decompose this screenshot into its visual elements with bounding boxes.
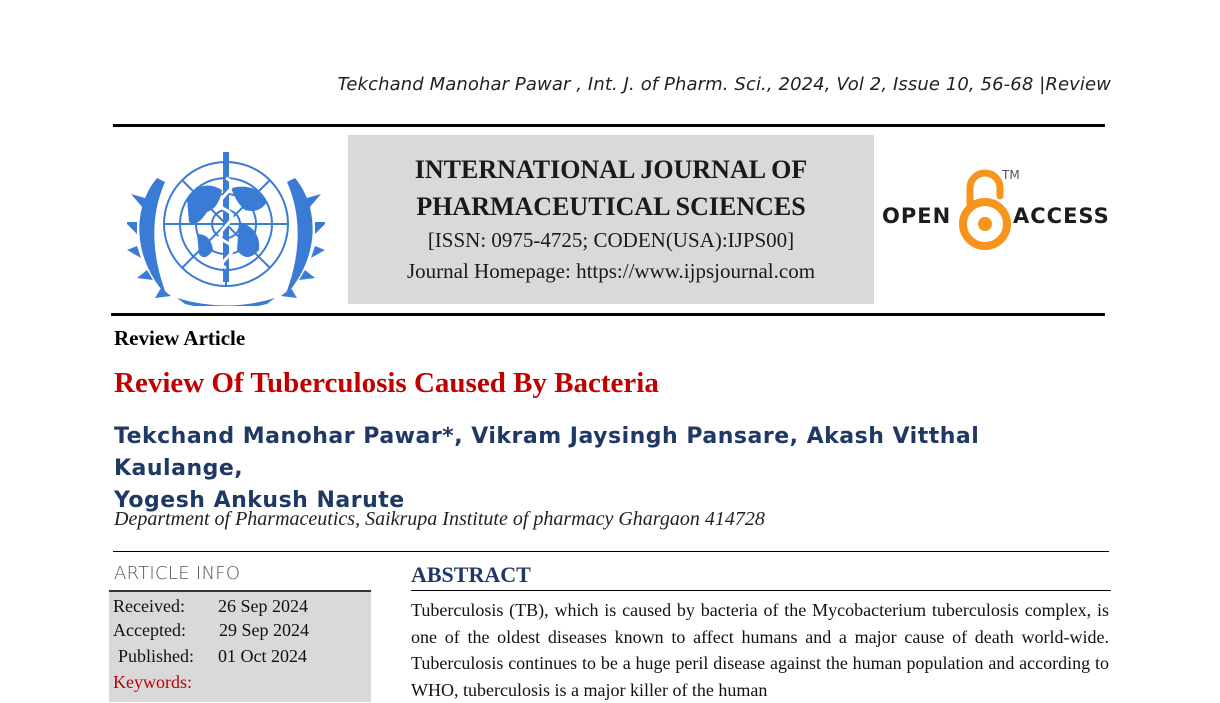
open-access-open-text: OPEN bbox=[882, 204, 952, 228]
journal-title-line2: PHARMACEUTICAL SCIENCES bbox=[416, 192, 806, 221]
accepted-row bbox=[113, 620, 309, 641]
received-date: 26 Sep 2024 bbox=[218, 596, 308, 616]
masthead-bottom-rule bbox=[111, 313, 1105, 316]
published-date: 01 Oct 2024 bbox=[218, 646, 307, 666]
keywords-label: Keywords: bbox=[113, 672, 192, 692]
top-rule bbox=[113, 124, 1105, 127]
journal-issn: [ISSN: 0975-4725; CODEN(USA):IJPS00] bbox=[427, 228, 795, 252]
published-row bbox=[118, 646, 307, 667]
article-title: Review Of Tuberculosis Caused By Bacteria bbox=[114, 367, 659, 399]
article-info-heading: ARTICLE INFO bbox=[114, 563, 241, 584]
published-label: Published: bbox=[118, 646, 195, 666]
accepted-label: Accepted: bbox=[113, 620, 186, 640]
journal-title bbox=[348, 151, 874, 225]
open-access-trademark: TM bbox=[1002, 168, 1020, 182]
open-access-logo bbox=[880, 166, 1108, 256]
running-header: Tekchand Manohar Pawar , Int. J. of Pharm. Sci., 2024, Vol 2, Issue 10, 56-68 |Review bbox=[337, 74, 1111, 95]
abstract-heading: ABSTRACT bbox=[411, 562, 531, 587]
received-row bbox=[113, 596, 308, 617]
article-info-box bbox=[109, 590, 371, 702]
authors-line2: Yogesh Ankush Narute bbox=[114, 488, 405, 513]
author-list bbox=[114, 421, 1114, 517]
journal-masthead bbox=[348, 135, 874, 304]
received-label: Received: bbox=[113, 596, 185, 616]
section-divider bbox=[113, 551, 1109, 552]
accepted-date: 29 Sep 2024 bbox=[219, 620, 309, 640]
author-affiliation: Department of Pharmaceutics, Saikrupa Institute of pharmacy Ghargaon 414728 bbox=[114, 508, 765, 530]
authors-line1: Tekchand Manohar Pawar*, Vikram Jaysingh Pansare, Akash Vitthal Kaulange, bbox=[114, 424, 980, 481]
article-type: Review Article bbox=[114, 326, 246, 350]
abstract-text: Tuberculosis (TB), which is caused by bacteria of the Mycobacterium tuberculosis complex, is one of the oldest diseases known to affect humans and a major cause of death world-wide. Tuberculosis continues to be a huge peril disease against the human population and according to WHO, tuberculosis is a major killer of the human bbox=[411, 600, 1109, 700]
journal-title-line1: INTERNATIONAL JOURNAL OF bbox=[414, 155, 808, 184]
journal-homepage[interactable]: Journal Homepage: https://www.ijpsjournal.com bbox=[406, 259, 816, 283]
abstract-rule bbox=[411, 590, 1111, 591]
journal-logo bbox=[127, 138, 325, 306]
open-access-access-text: ACCESS bbox=[1013, 204, 1110, 228]
